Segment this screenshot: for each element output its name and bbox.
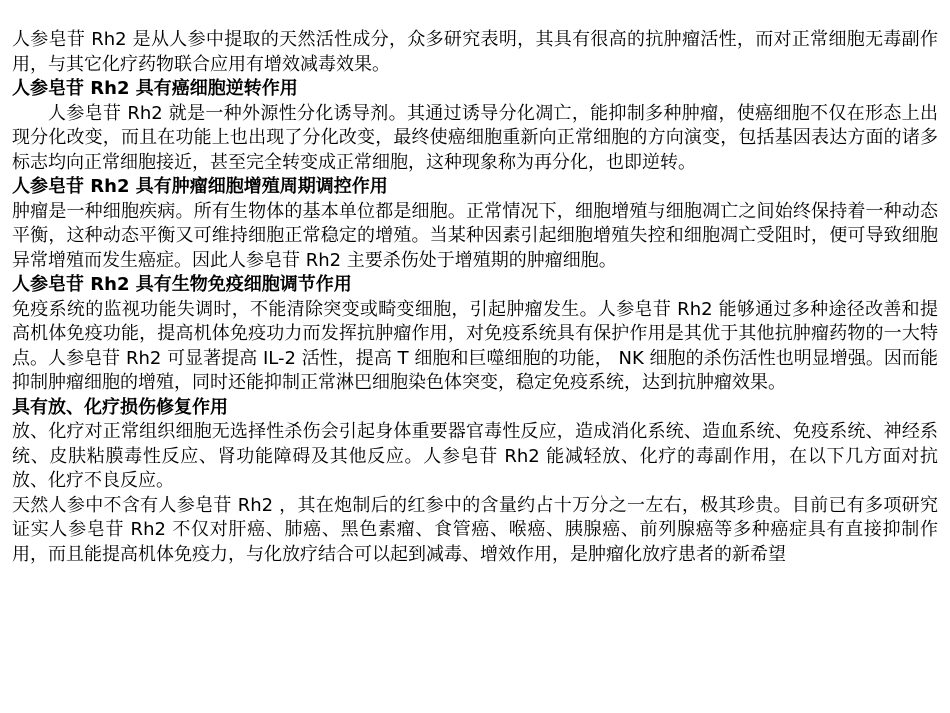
section-heading-cell-cycle: 人参皂苷 Rh2 具有肿瘤细胞增殖周期调控作用	[12, 176, 388, 197]
reversal-paragraph: 人参皂苷 Rh2 就是一种外源性分化诱导剂。其通过诱导分化凋亡，能抑制多种肿瘤，使癌细胞不仅在形态上出现分化改变，而且在功能上也出现了分化改变，最终使癌细胞重新向正常细胞的方向演变，包括基因表达方面的诸多标志均向正常细胞接近，甚至完全转变成正常细胞，这种现象称为再分化，也即逆转。	[12, 102, 938, 173]
cell-cycle-paragraph: 肿瘤是一种细胞疾病。所有生物体的基本单位都是细胞。正常情况下，细胞增殖与细胞凋亡之间始终保持着一种动态平衡，这种动态平衡又可维持细胞正常稳定的增殖。当某种因素引起细胞增殖失控和细胞凋亡受阻时，便可导致细胞异常增殖而发生癌症。因此人参皂苷 Rh2 主要杀伤处于增殖期的肿瘤细胞。	[12, 200, 938, 271]
section-heading-repair: 具有放、化疗损伤修复作用	[12, 396, 228, 418]
section-heading-reversal: 人参皂苷 Rh2 具有癌细胞逆转作用	[12, 78, 298, 99]
section-heading-immune: 人参皂苷 Rh2 具有生物免疫细胞调节作用	[12, 274, 352, 295]
immune-paragraph: 免疫系统的监视功能失调时，不能清除突变或畸变细胞，引起肿瘤发生。人参皂苷 Rh2 能够通过多种途径改善和提高机体免疫功能，提高机体免疫功力而发挥抗肿瘤作用，对免疫系统具有保护作用是其优于其他抗肿瘤药物的一大特点。人参皂苷 Rh2 可显著提高 IL-2 活性，提高 T 细胞和巨噬细胞的功能， NK 细胞的杀伤活性也明显增强。因而能抑制肿瘤细胞的增殖，同时还能抑制正常淋巴细胞染色体突变，稳定免疫系统，达到抗肿瘤效果。	[12, 298, 938, 393]
intro-paragraph: 人参皂苷 Rh2 是从人参中提取的天然活性成分，众多研究表明，其具有很高的抗肿瘤活性，而对正常细胞无毒副作用，与其它化疗药物联合应用有增效减毒效果。	[12, 29, 938, 75]
conclusion-paragraph: 天然人参中不含有人参皂苷 Rh2 ，其在炮制后的红参中的含量约占十万分之一左右，极其珍贵。目前已有多项研究证实人参皂苷 Rh2 不仅对肝癌、肺癌、黑色素瘤、食管癌、喉癌、胰腺癌、前列腺癌等多种癌症具有直接抑制作用，而且能提高机体免疫力，与化放疗结合可以起到减毒、增效作用，是肿瘤化放疗患者的新希望	[12, 494, 938, 565]
repair-paragraph: 放、化疗对正常组织细胞无选择性杀伤会引起身体重要器官毒性反应，造成消化系统、造血系统、免疫系统、神经系统、皮肤粘膜毒性反应、肾功能障碍及其他反应。人参皂苷 Rh2 能减轻放、化疗的毒副作用，在以下几方面对抗放、化疗不良反应。	[12, 421, 938, 491]
document-body	[12, 28, 938, 567]
